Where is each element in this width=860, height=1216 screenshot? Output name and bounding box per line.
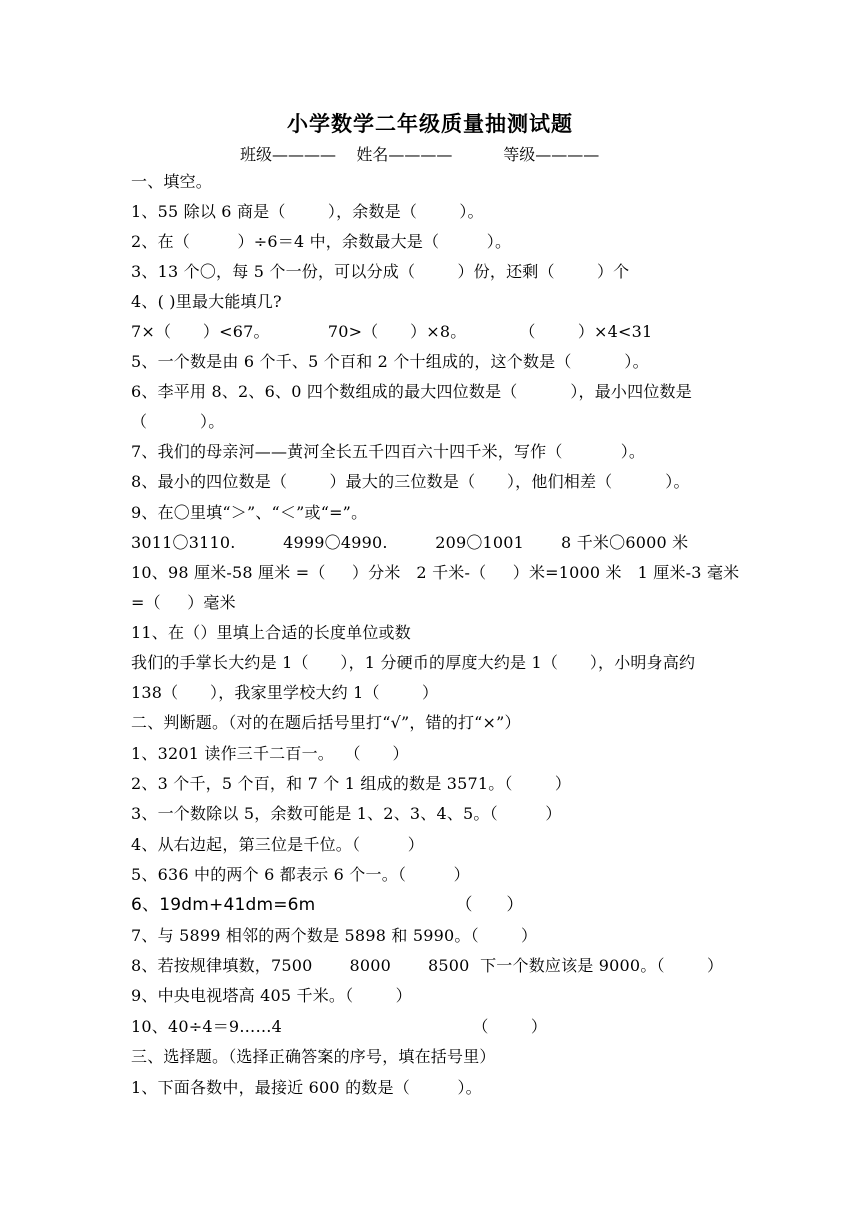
question-line: 3、13 个〇，每 5 个一份，可以分成（ ）份，还剩（ ）个 xyxy=(131,262,630,281)
section-heading-true-false: 二、判断题。（对的在题后括号里打“√”，错的打“×”） xyxy=(131,713,521,732)
page-title: 小学数学二年级质量抽测试题 xyxy=(287,111,573,136)
question-line: 8、最小的四位数是（ ）最大的三位数是（ ），他们相差（ ）。 xyxy=(131,472,690,491)
question-line: 9、中央电视塔高 405 千米。（ ） xyxy=(131,986,412,1005)
question-line: 9、在〇里填“＞”、“＜”或“=”。 xyxy=(131,503,368,522)
question-line: 7、与 5899 相邻的两个数是 5898 和 5990。（ ） xyxy=(131,926,538,945)
question-line: 2、3 个千，5 个百，和 7 个 1 组成的数是 3571。（ ） xyxy=(131,774,572,793)
question-line: 4、( )里最大能填几? xyxy=(131,292,282,311)
question-line: 5、一个数是由 6 个千、5 个百和 2 个十组成的，这个数是（ ）。 xyxy=(131,352,649,371)
question-line: 7、我们的母亲河——黄河全长五千四百六十四千米，写作（ ）。 xyxy=(131,442,646,461)
question-line: 3011〇3110. 4999〇4990. 209〇1001 8 千米〇6000 米 xyxy=(131,533,689,552)
question-line: 10、40÷4＝9……4 （ ） xyxy=(131,1017,548,1036)
question-line: 6、李平用 8、2、6、0 四个数组成的最大四位数是（ ），最小四位数是 xyxy=(131,382,692,401)
question-line: 5、636 中的两个 6 都表示 6 个一。（ ） xyxy=(131,865,470,884)
question-line: 7×（ ）<67。 70>（ ）×8。 （ ）×4<31 xyxy=(131,322,653,341)
section-heading-multiple-choice: 三、选择题。（选择正确答案的序号，填在括号里） xyxy=(131,1047,496,1066)
question-line: 6、19dm+41dm=6m （ ） xyxy=(131,895,524,915)
student-info-line: 班级———— 姓名———— 等级———— xyxy=(240,145,600,164)
question-line: （ ）。 xyxy=(131,412,225,431)
section-heading-fill-blank: 一、填空。 xyxy=(131,172,213,191)
question-line: 8、若按规律填数，7500 8000 8500 下一个数应该是 9000。（ ） xyxy=(131,956,724,975)
question-line: 3、一个数除以 5，余数可能是 1、2、3、4、5。（ ） xyxy=(131,804,562,823)
question-line: 1、3201 读作三千二百一。 （ ） xyxy=(131,744,409,763)
question-line: 10、98 厘米-58 厘米 =（ ）分米 2 千米-（ ）米=1000 米 1 厘米-3 毫米 xyxy=(131,563,740,582)
question-line: =（ ）毫米 xyxy=(131,593,236,612)
question-line: 11、在（）里填上合适的长度单位或数 xyxy=(131,623,411,642)
question-line: 2、在（ ）÷6＝4 中，余数最大是（ ）。 xyxy=(131,232,512,251)
question-line: 4、从右边起，第三位是千位。（ ） xyxy=(131,835,424,854)
question-line: 1、下面各数中，最接近 600 的数是（ ）。 xyxy=(131,1078,482,1097)
question-line: 138（ ），我家里学校大约 1（ ） xyxy=(131,683,439,702)
question-line: 1、55 除以 6 商是（ ），余数是（ ）。 xyxy=(131,202,484,221)
question-line: 我们的手掌长大约是 1（ ），1 分硬币的厚度大约是 1（ ），小明身高约 xyxy=(131,653,696,672)
